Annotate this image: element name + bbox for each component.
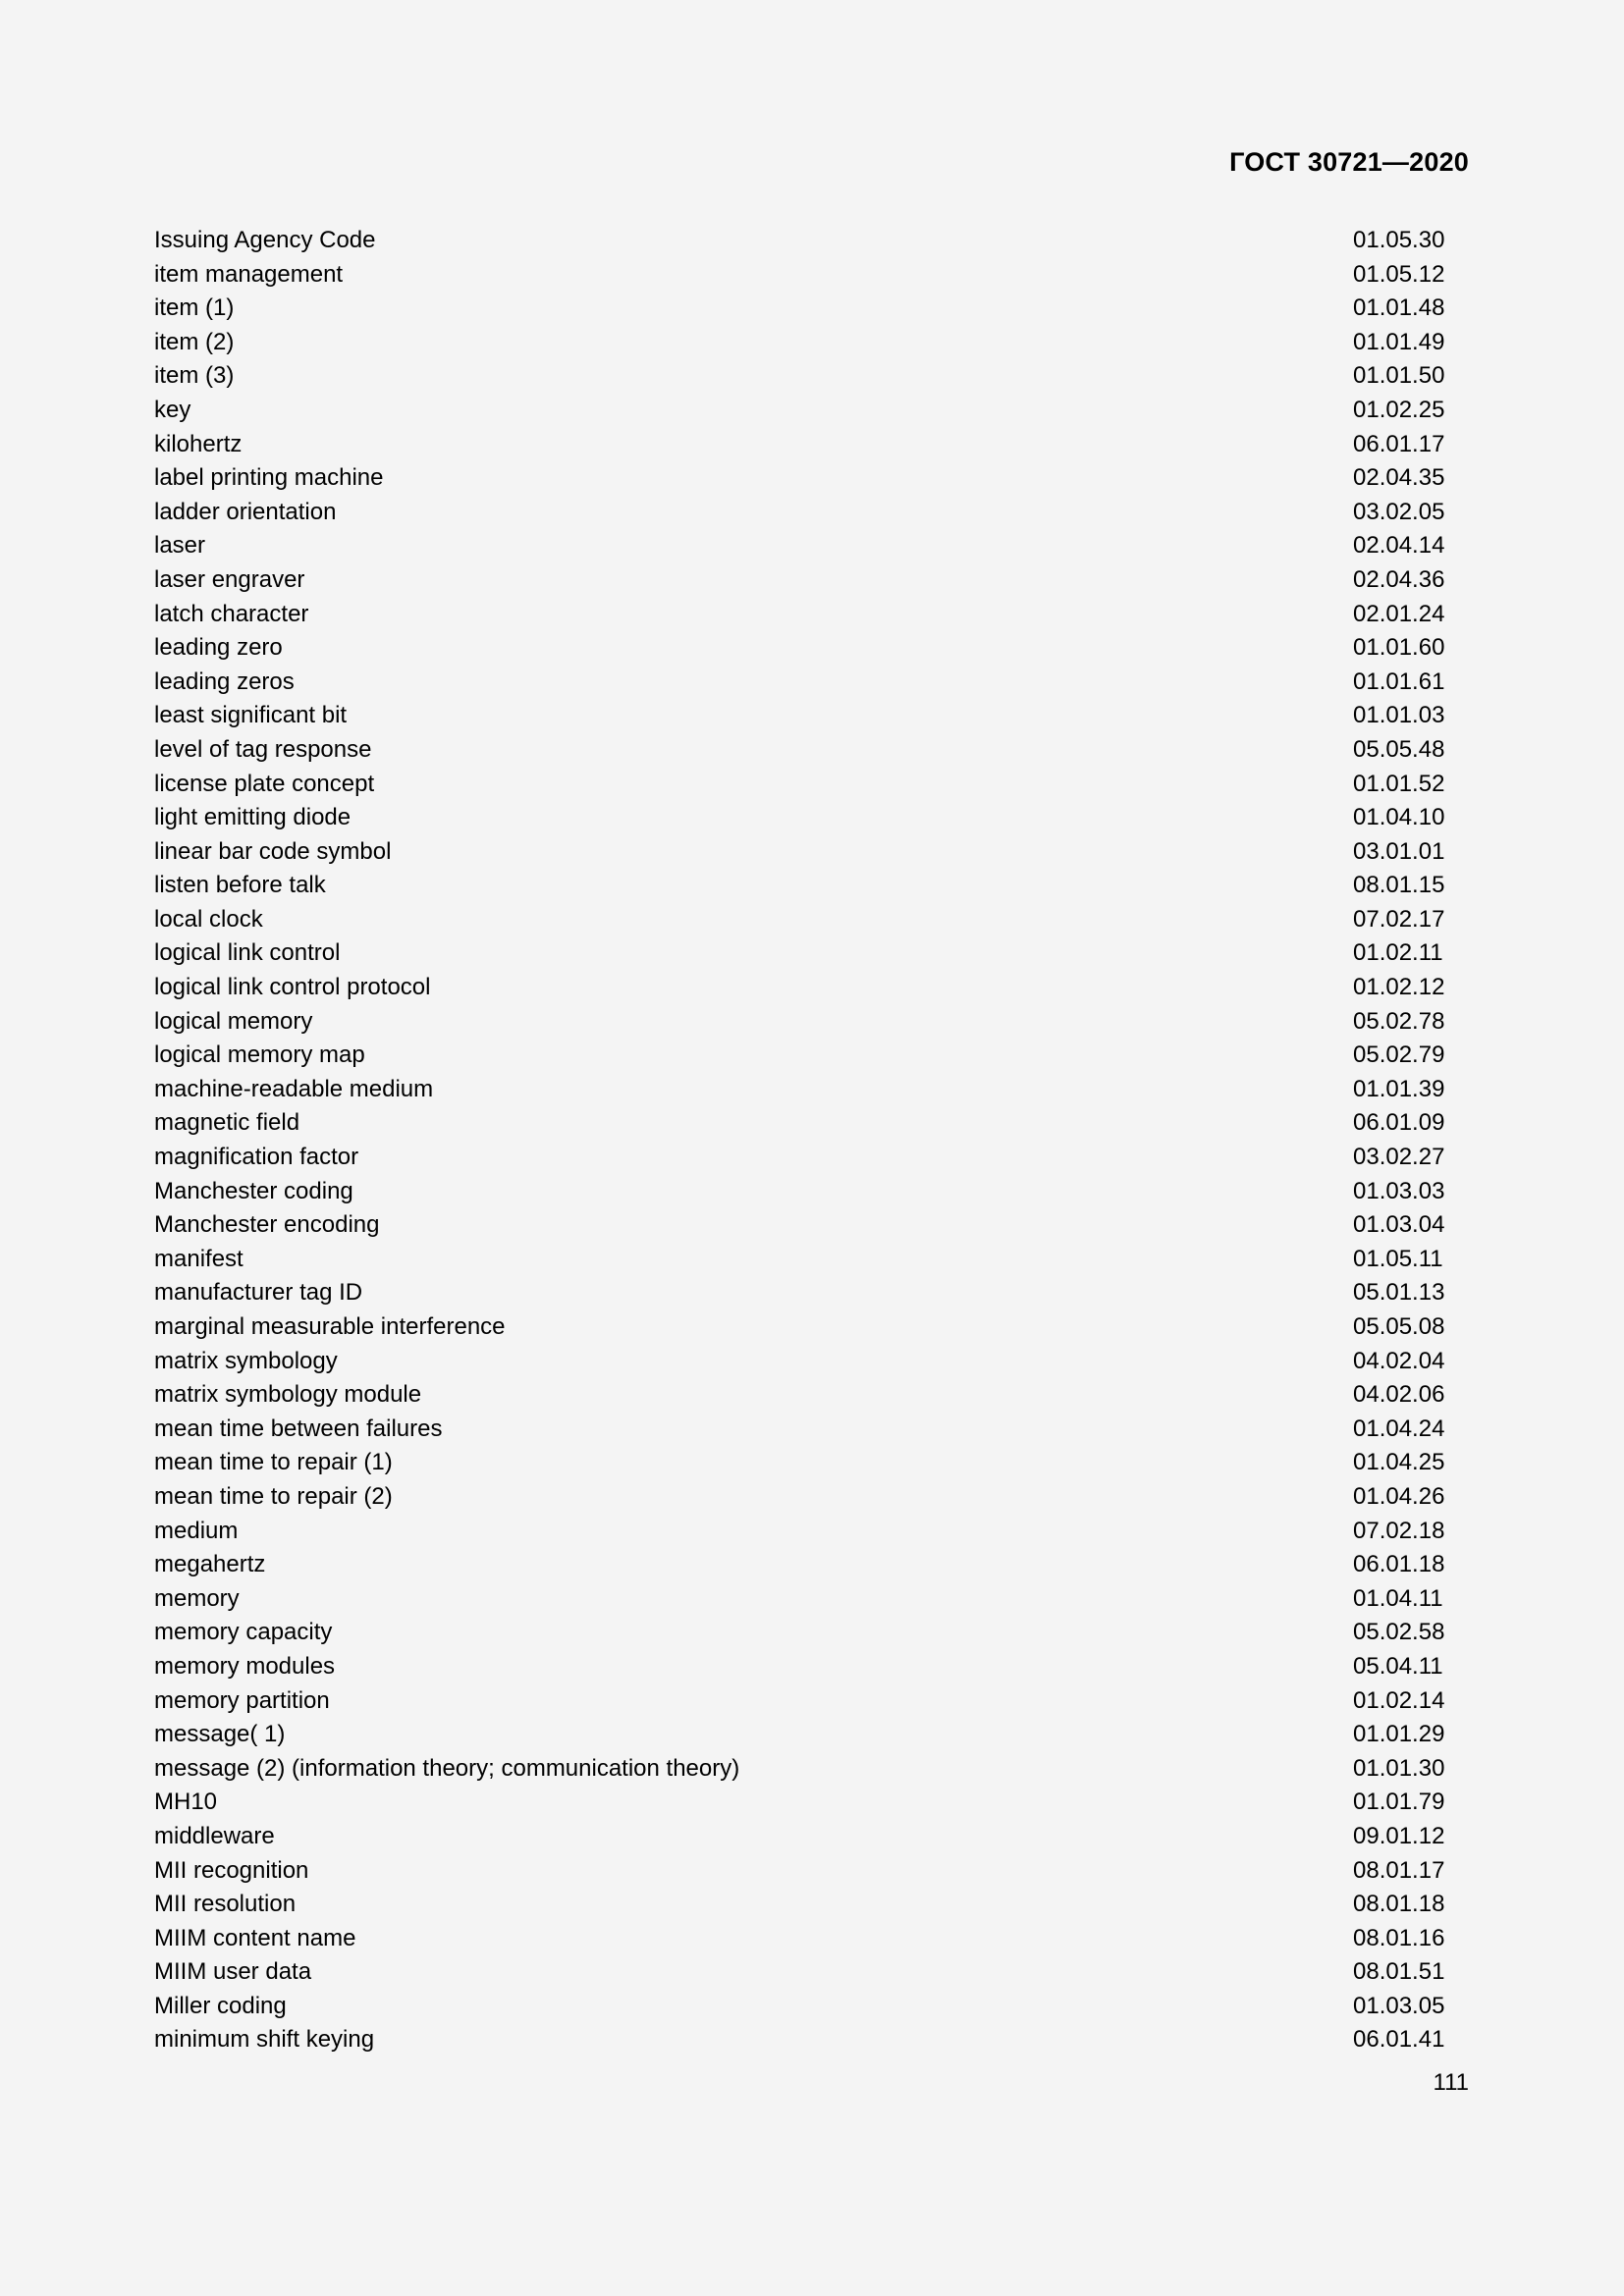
index-reference-number: 04.02.04 [1353,1347,1445,1374]
index-entry [154,1276,1450,1310]
index-reference-number: 01.03.04 [1353,1211,1445,1239]
index-term: item (3) [154,362,235,390]
index-term: mean time to repair (1) [154,1449,393,1476]
index-term: listen before talk [154,872,326,899]
index-reference-number: 01.04.10 [1353,804,1445,831]
index-term: item (2) [154,328,235,355]
index-entry [154,359,1450,394]
index-entry [154,563,1450,598]
index-term: mean time to repair (2) [154,1482,393,1510]
document-header: ГОСТ 30721—2020 [1229,147,1469,177]
index-reference-number: 01.02.14 [1353,1686,1445,1714]
index-reference-number: 03.02.05 [1353,498,1445,525]
index-entry [154,1684,1450,1719]
index-entry [154,1888,1450,1922]
index-entry [154,1378,1450,1413]
index-entry [154,1752,1450,1787]
index-entry [154,1718,1450,1752]
index-entry [154,835,1450,870]
index-term: label printing machine [154,464,384,492]
index-term: least significant bit [154,702,348,729]
index-reference-number: 02.01.24 [1353,600,1445,627]
index-entry [154,1515,1450,1549]
index-entry [154,1446,1450,1480]
index-entry [154,1005,1450,1040]
index-entry [154,1582,1450,1617]
index-entries [154,224,1450,2057]
index-entry [154,1310,1450,1345]
index-reference-number: 01.01.30 [1353,1754,1445,1782]
index-reference-number: 08.01.51 [1353,1958,1445,1986]
index-entry [154,768,1450,802]
index-entry [154,1106,1450,1141]
index-entry [154,461,1450,496]
index-entry [154,666,1450,700]
index-reference-number: 01.01.52 [1353,770,1445,797]
index-reference-number: 01.05.30 [1353,227,1445,253]
index-term: manufacturer tag ID [154,1279,363,1307]
index-reference-number: 08.01.18 [1353,1891,1445,1918]
index-entry [154,1820,1450,1854]
index-reference-number: 01.04.26 [1353,1482,1445,1510]
index-term: light emitting diode [154,804,352,831]
index-reference-number: 05.02.58 [1353,1619,1445,1646]
index-reference-number: 01.01.79 [1353,1789,1445,1816]
index-entry [154,1922,1450,1956]
index-reference-number: 03.02.27 [1353,1144,1445,1171]
index-term: minimum shift keying [154,2026,375,2054]
index-reference-number: 01.01.29 [1353,1721,1445,1748]
index-term: Miller coding [154,1992,287,2019]
index-reference-number: 01.04.25 [1353,1449,1445,1476]
index-entry [154,428,1450,462]
index-term: ladder orientation [154,498,337,525]
index-entry [154,631,1450,666]
index-term: latch character [154,600,309,627]
index-reference-number: 01.02.25 [1353,396,1445,423]
index-reference-number: 03.01.01 [1353,837,1445,865]
index-reference-number: 08.01.15 [1353,872,1445,899]
index-reference-number: 01.01.49 [1353,328,1445,355]
index-reference-number: 05.02.79 [1353,1041,1445,1069]
index-entry [154,869,1450,903]
index-term: memory partition [154,1686,330,1714]
index-term: linear bar code symbol [154,837,392,865]
index-entry [154,292,1450,326]
index-term: kilohertz [154,430,243,457]
index-reference-number: 06.01.17 [1353,430,1445,457]
index-term: Manchester coding [154,1177,353,1204]
index-entry [154,1955,1450,1990]
index-term: MII recognition [154,1856,309,1884]
index-entry [154,1990,1450,2024]
index-reference-number: 05.01.13 [1353,1279,1445,1307]
index-term: MIIM user data [154,1958,312,1986]
index-term: memory modules [154,1652,336,1680]
index-term: local clock [154,905,263,933]
index-term: license plate concept [154,770,375,797]
index-entry [154,1141,1450,1175]
index-entry [154,496,1450,530]
index-reference-number: 01.03.05 [1353,1992,1445,2019]
index-entry [154,1616,1450,1650]
index-term: key [154,396,191,423]
index-term: manifest [154,1245,244,1272]
index-entry [154,1039,1450,1073]
index-entry [154,903,1450,937]
page-number: 111 [1433,2069,1469,2096]
index-term: leading zeros [154,667,295,695]
index-term: magnetic field [154,1109,300,1137]
index-entry [154,258,1450,293]
index-reference-number: 01.04.11 [1353,1584,1443,1612]
index-entry [154,598,1450,632]
index-term: machine-readable medium [154,1075,434,1102]
index-reference-number: 05.04.11 [1353,1652,1443,1680]
index-term: level of tag response [154,735,372,763]
index-reference-number: 08.01.17 [1353,1856,1445,1884]
index-entry [154,529,1450,563]
index-entry [154,326,1450,360]
index-entry [154,394,1450,428]
index-reference-number: 02.04.35 [1353,464,1445,492]
index-entry [154,699,1450,733]
index-reference-number: 07.02.17 [1353,905,1445,933]
index-entry [154,1413,1450,1447]
index-term: MIIM content name [154,1924,356,1951]
index-reference-number: 08.01.16 [1353,1924,1445,1951]
index-reference-number: 01.04.24 [1353,1415,1445,1442]
index-reference-number: 06.01.41 [1353,2026,1445,2054]
index-entry [154,1073,1450,1107]
index-reference-number: 02.04.14 [1353,532,1445,560]
index-reference-number: 01.01.50 [1353,362,1445,390]
index-reference-number: 05.02.78 [1353,1007,1445,1035]
index-entry [154,1786,1450,1820]
index-reference-number: 06.01.18 [1353,1551,1445,1578]
index-term: MH10 [154,1789,218,1816]
index-term: Issuing Agency Code [154,227,376,253]
index-term: memory [154,1584,240,1612]
index-term: message (2) (information theory; communication theory) [154,1754,740,1782]
index-term: medium [154,1517,239,1544]
index-term: matrix symbology module [154,1381,422,1409]
index-term: MII resolution [154,1891,297,1918]
index-reference-number: 01.01.39 [1353,1075,1445,1102]
index-reference-number: 01.02.11 [1353,939,1443,967]
index-reference-number: 01.01.60 [1353,634,1445,662]
index-reference-number: 01.01.03 [1353,702,1445,729]
index-entry [154,1243,1450,1277]
index-term: mean time between failures [154,1415,443,1442]
index-term: memory capacity [154,1619,333,1646]
index-term: item (1) [154,294,235,322]
index-entry [154,801,1450,835]
index-term: item management [154,260,344,288]
index-entry [154,1854,1450,1889]
index-term: middleware [154,1822,275,1849]
index-reference-number: 01.02.12 [1353,974,1445,1001]
index-entry [154,1480,1450,1515]
index-reference-number: 01.05.12 [1353,260,1445,288]
index-term: marginal measurable interference [154,1313,506,1340]
index-entry [154,1345,1450,1379]
index-entry [154,2023,1450,2057]
index-entry [154,971,1450,1005]
index-reference-number: 02.04.36 [1353,565,1445,593]
index-term: megahertz [154,1551,266,1578]
index-term: laser engraver [154,565,305,593]
index-term: Manchester encoding [154,1211,380,1239]
index-entry [154,1650,1450,1684]
index-term: message( 1) [154,1721,286,1748]
index-term: logical memory [154,1007,313,1035]
index-term: laser [154,532,206,560]
index-term: matrix symbology [154,1347,338,1374]
index-reference-number: 09.01.12 [1353,1822,1445,1849]
index-reference-number: 01.03.03 [1353,1177,1445,1204]
index-term: logical memory map [154,1041,365,1069]
index-reference-number: 04.02.06 [1353,1381,1445,1409]
index-reference-number: 01.05.11 [1353,1245,1443,1272]
index-term: logical link control protocol [154,974,431,1001]
index-reference-number: 07.02.18 [1353,1517,1445,1544]
index-term: magnification factor [154,1144,359,1171]
index-reference-number: 06.01.09 [1353,1109,1445,1137]
index-entry [154,733,1450,768]
index-entry [154,1208,1450,1243]
index-entry [154,1548,1450,1582]
index-reference-number: 01.01.61 [1353,667,1445,695]
index-entry [154,936,1450,971]
index-entry [154,224,1450,258]
index-term: leading zero [154,634,283,662]
index-reference-number: 05.05.08 [1353,1313,1445,1340]
index-entry [154,1175,1450,1209]
index-reference-number: 01.01.48 [1353,294,1445,322]
index-term: logical link control [154,939,341,967]
index-reference-number: 05.05.48 [1353,735,1445,763]
